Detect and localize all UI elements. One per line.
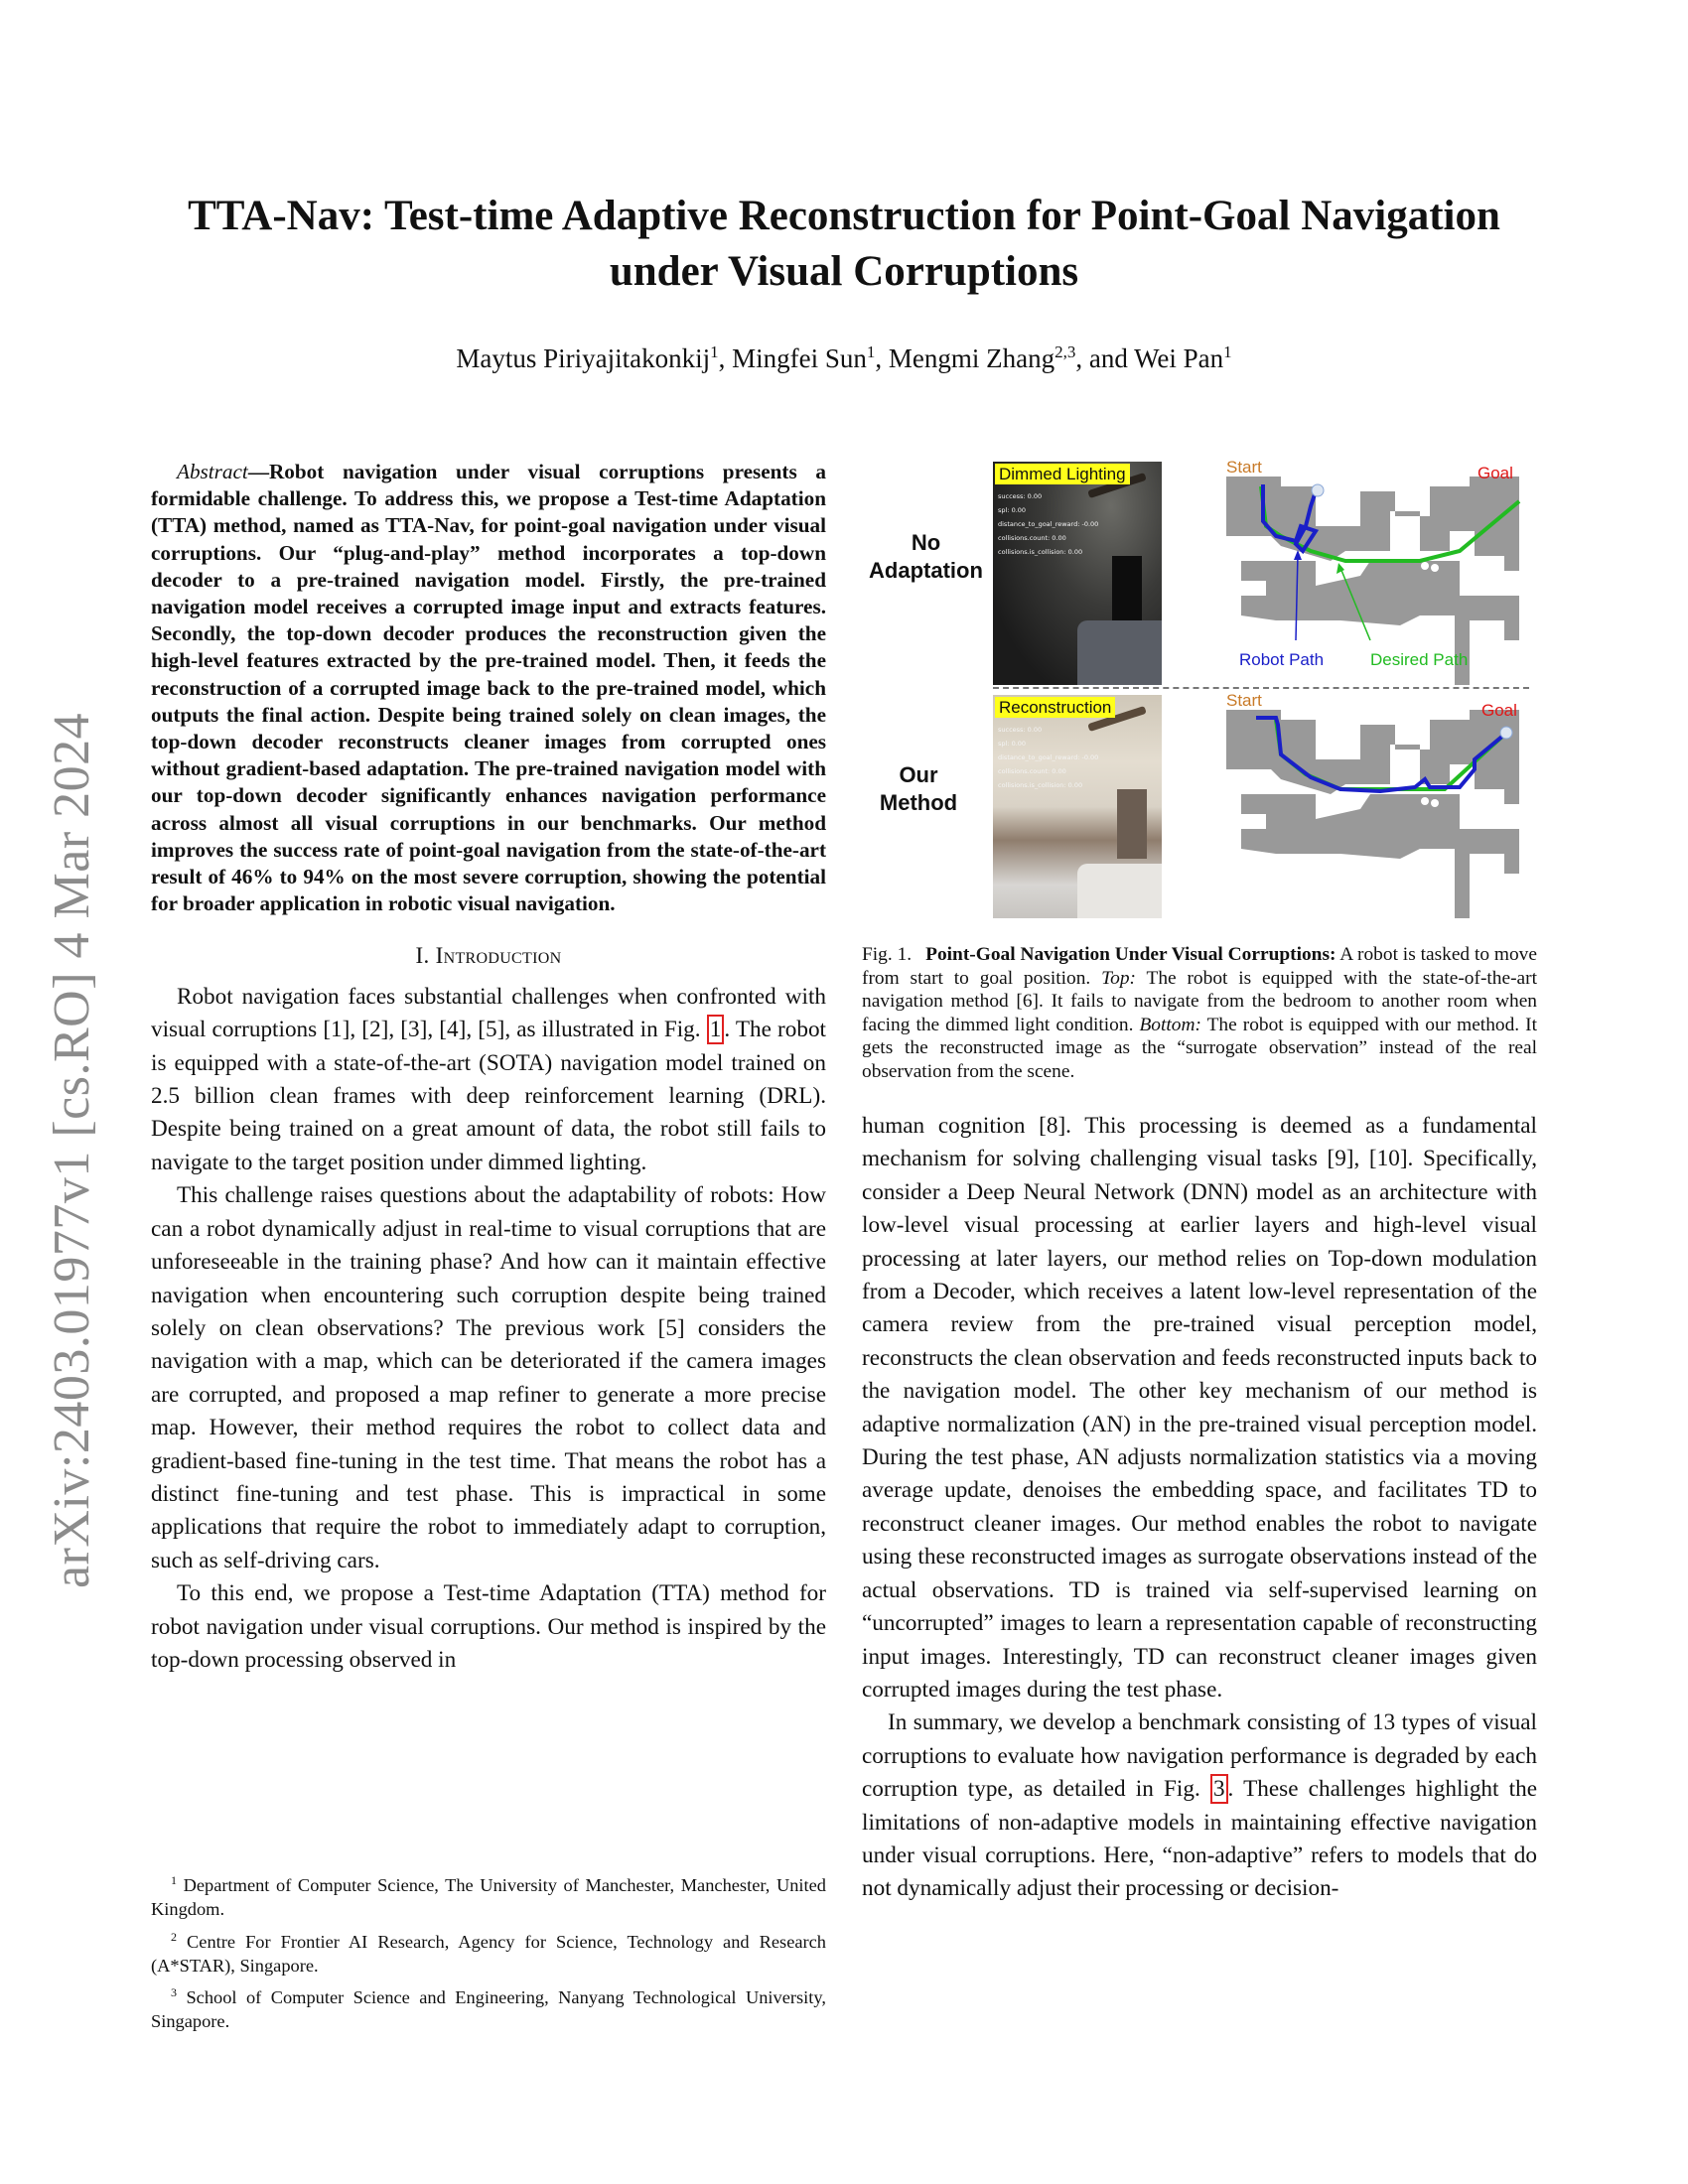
title-line-2: under Visual Corruptions (609, 248, 1079, 295)
author-name: Mingfei Sun (732, 343, 867, 373)
reconstruction-tag: Reconstruction (995, 697, 1115, 718)
paragraph-text: . These challenges highlight the limitations of non-adaptive models in maintaining effective navigation under visual corruptions. Here, “non-adaptive” refers to models that do not dynamically adjust their processing or decision- (862, 1776, 1537, 1902)
episode-stats-overlay (998, 723, 1098, 792)
footnote-mark: 3 (171, 1985, 177, 2000)
row-label-our-method (864, 761, 973, 817)
paper-title (129, 189, 1559, 300)
author-separator: , and (1075, 343, 1135, 373)
left-column (151, 459, 826, 1677)
figure-3-reference-link[interactable]: 3 (1210, 1774, 1228, 1804)
footnote (151, 1980, 826, 2034)
author-separator: , (718, 343, 733, 373)
robot-final-position-icon (1312, 484, 1324, 496)
abstract-text: Robot navigation under visual corruptions presents a formidable challenge. To address this, we propose a Test-time Adaptation (TTA) method, named as TTA-Nav, for point-goal navigation under visual corruptions. Our “plug-and-play” method incorporates a top-down decoder to a pre-trained navigation model. Firstly, the pre-trained navigation model receives a corrupted image input and extracts features. Secondly, the top-down decoder produces the reconstruction given the high-level features extracted by the pre-trained model. Then, it feeds the reconstruction of a corrupted image back to the pre-trained model, which outputs the final action. Despite being trained solely on clean images, the top-down decoder reconstructs cleaner images from corrupted ones without gradient-based adaptation. The pre-trained navigation model with our top-down decoder significantly enhances navigation performance across almost all visual corruptions in our benchmarks. Our method improves the success rate of point-goal navigation from the state-of-the-art result of 46% to 94% on the most severe corruption, showing the potential for broader application in robotic visual navigation. (151, 460, 826, 916)
footnote (151, 1868, 826, 1922)
caption-title: Point-Goal Navigation Under Visual Corruptions: (925, 944, 1336, 965)
intro-paragraph-3-continued: human cognition [8]. This processing is deemed as a fundamental mechanism for solving challenging visual tasks [9], [10]. Specifically, consider a Deep Neural Network (DNN) model as an architecture with low-level visual processing at earlier layers and high-level visual processing at later layers, our method relies on Top-down modulation from a Decoder, which receives a latent low-level representation of the camera review from the pre-trained visual perception model, reconstructs the clean observation and feeds reconstructed inputs back to the navigation model. The other key mechanism of our method is adaptive normalization (AN) in the pre-trained visual perception model. During the test phase, AN adjusts normalization statistics via a moving average update, denoises the embedding space, and facilitates TD to reconstruct cleaner images. Our method enables the robot to navigate using these reconstructed images as surrogate observations instead of the actual observations. TD is trained via self-supervised learning on “uncorrupted” images to learn a representation capable of reconstructing input images. Interestingly, TD can reconstruct cleaner images given corrupted images during the test phase. (862, 1113, 1537, 1703)
figure-1-reference-link[interactable]: 1 (707, 1015, 725, 1044)
row-label-no-adaptation (864, 529, 988, 585)
paragraph-text: . The robot is equipped with a state-of-the-art (SOTA) navigation model trained on 2.5 billion clean frames with deep reinforcement learning (DRL). Despite being trained on a great amount of data, the robot still fails to navigate to the target position under dimmed lighting. (151, 1017, 826, 1175)
title-line-1: TTA-Nav: Test-time Adaptive Reconstruction for Point-Goal Navigation (188, 193, 1500, 239)
row-label-line: Adaptation (869, 558, 983, 583)
stat-line: collisions.count: 0.00 (998, 767, 1066, 775)
goal-label: Goal (1481, 701, 1517, 720)
robot-final-position-icon (1500, 727, 1512, 739)
affiliation-footnotes (151, 1868, 826, 2037)
author-name: Maytus Piriyajitakonkij (456, 343, 711, 373)
author-list (129, 342, 1559, 374)
stat-line: success: 0.00 (998, 726, 1043, 734)
dashed-divider (993, 687, 1529, 689)
footnote (151, 1925, 826, 1979)
goal-label: Goal (1477, 464, 1513, 482)
footnote-mark: 2 (171, 1929, 177, 1944)
footnote-text: Department of Computer Science, The University of Manchester, Manchester, United Kingdom. (151, 1875, 826, 1920)
section-number: I. (415, 943, 430, 969)
section-heading-introduction (151, 939, 826, 972)
arxiv-identifier-stamp: arXiv:2403.01977v1 [cs.RO] 4 Mar 2024 (44, 712, 100, 1588)
abstract-label: Abstract (177, 460, 248, 483)
top-down-map-no-adaptation (1221, 457, 1529, 685)
doorway-shape (1112, 556, 1142, 625)
author-separator: , (875, 343, 889, 373)
intro-paragraph-1 (151, 981, 826, 1179)
right-column (862, 1110, 1537, 1906)
footnote-text: Centre For Frontier AI Research, Agency for Science, Technology and Research (A*STAR), Singapore. (151, 1931, 826, 1976)
stat-line: distance_to_goal_reward: -0.00 (998, 520, 1099, 528)
stat-line: collisions.is_collision: 0.00 (998, 548, 1083, 556)
stat-line: spl: 0.00 (998, 740, 1027, 748)
caption-text: The robot is equipped with our method. It gets the reconstructed image as the “surrogate observation” instead of the real observation from the scene. (862, 1014, 1537, 1082)
row-label-line: Method (879, 790, 958, 815)
dimmed-camera-observation (993, 462, 1162, 685)
episode-stats-overlay (998, 489, 1098, 559)
figure-1-caption (862, 943, 1537, 1084)
footnote-text: School of Computer Science and Engineering, Nanyang Technological University, Singapore. (151, 1987, 826, 2032)
paragraph-text: Robot navigation faces substantial challenges when confronted with visual corruptions [1], [2], [3], [4], [5], as illustrated in Fig. (151, 983, 826, 1043)
author-affiliation-mark: 2,3 (1055, 342, 1076, 361)
caption-bottom-label: Bottom: (1139, 1014, 1201, 1035)
abstract-dash: — (247, 460, 269, 483)
footnote-mark: 1 (171, 1873, 177, 1887)
figure-1 (864, 452, 1529, 918)
top-down-map-our-method (1221, 690, 1529, 918)
stat-line: collisions.count: 0.00 (998, 534, 1066, 542)
row-label-line: No (911, 530, 941, 555)
author-affiliation-mark: 1 (866, 342, 876, 361)
stat-line: spl: 0.00 (998, 506, 1027, 514)
intro-paragraph-3: To this end, we propose a Test-time Adaptation (TTA) method for robot navigation under visual corruptions. Our method is inspired by the top-down processing observed in (151, 1580, 826, 1673)
row-label-line: Our (899, 762, 938, 787)
author-affiliation-mark: 1 (1223, 342, 1232, 361)
robot-path-legend: Robot Path (1239, 650, 1325, 669)
paragraph-text: In summary, we develop a benchmark consisting of 13 types of visual corruptions to evaluate how navigation performance is degraded by each corruption type, as detailed in Fig. (862, 1709, 1537, 1803)
section-title: Introduction (435, 943, 562, 969)
reconstructed-camera-observation (993, 695, 1162, 918)
bed-shape (1077, 864, 1162, 918)
stat-line: success: 0.00 (998, 492, 1043, 500)
bed-shape (1077, 620, 1162, 685)
start-label: Start (1226, 691, 1262, 710)
desired-path-legend: Desired Path (1370, 650, 1469, 669)
author-affiliation-mark: 1 (710, 342, 719, 361)
author-name: Mengmi Zhang (888, 343, 1055, 373)
doorway-shape (1117, 789, 1147, 859)
author-name: Wei Pan (1134, 343, 1224, 373)
corruption-tag: Dimmed Lighting (995, 464, 1130, 484)
stat-line: distance_to_goal_reward: -0.00 (998, 753, 1099, 761)
caption-top-label: Top: (1101, 967, 1136, 989)
abstract (151, 459, 826, 917)
map-floor-plan (1226, 710, 1519, 918)
start-label: Start (1226, 458, 1262, 477)
intro-paragraph-4 (862, 1706, 1537, 1905)
intro-paragraph-2: This challenge raises questions about the adaptability of robots: How can a robot dynamically adjust in real-time to visual corruptions that are unforeseeable in the training phase? And how can it maintain effective navigation when encountering such corruption despite being trained solely on clean observations? The previous work [5] considers the navigation with a map, which can be deteriorated if the camera images are corrupted, and proposed a map refiner to generate a more precise map. However, their method requires the robot to collect data and gradient-based fine-tuning in the test time. That means the robot has a distinct fine-tuning and test phase. This is impractical in some applications that require the robot to immediately adapt to corruption, such as self-driving cars. (151, 1182, 826, 1573)
stat-line: collisions.is_collision: 0.00 (998, 781, 1083, 789)
figure-number: Fig. 1. (862, 944, 913, 965)
caption-text: A robot is tasked to move from start to goal position. (862, 944, 1537, 989)
caption-text: The robot is equipped with the state-of-the-art navigation method [6]. It fails to navigate from the bedroom to another room when facing the dimmed light condition. (862, 967, 1538, 1035)
